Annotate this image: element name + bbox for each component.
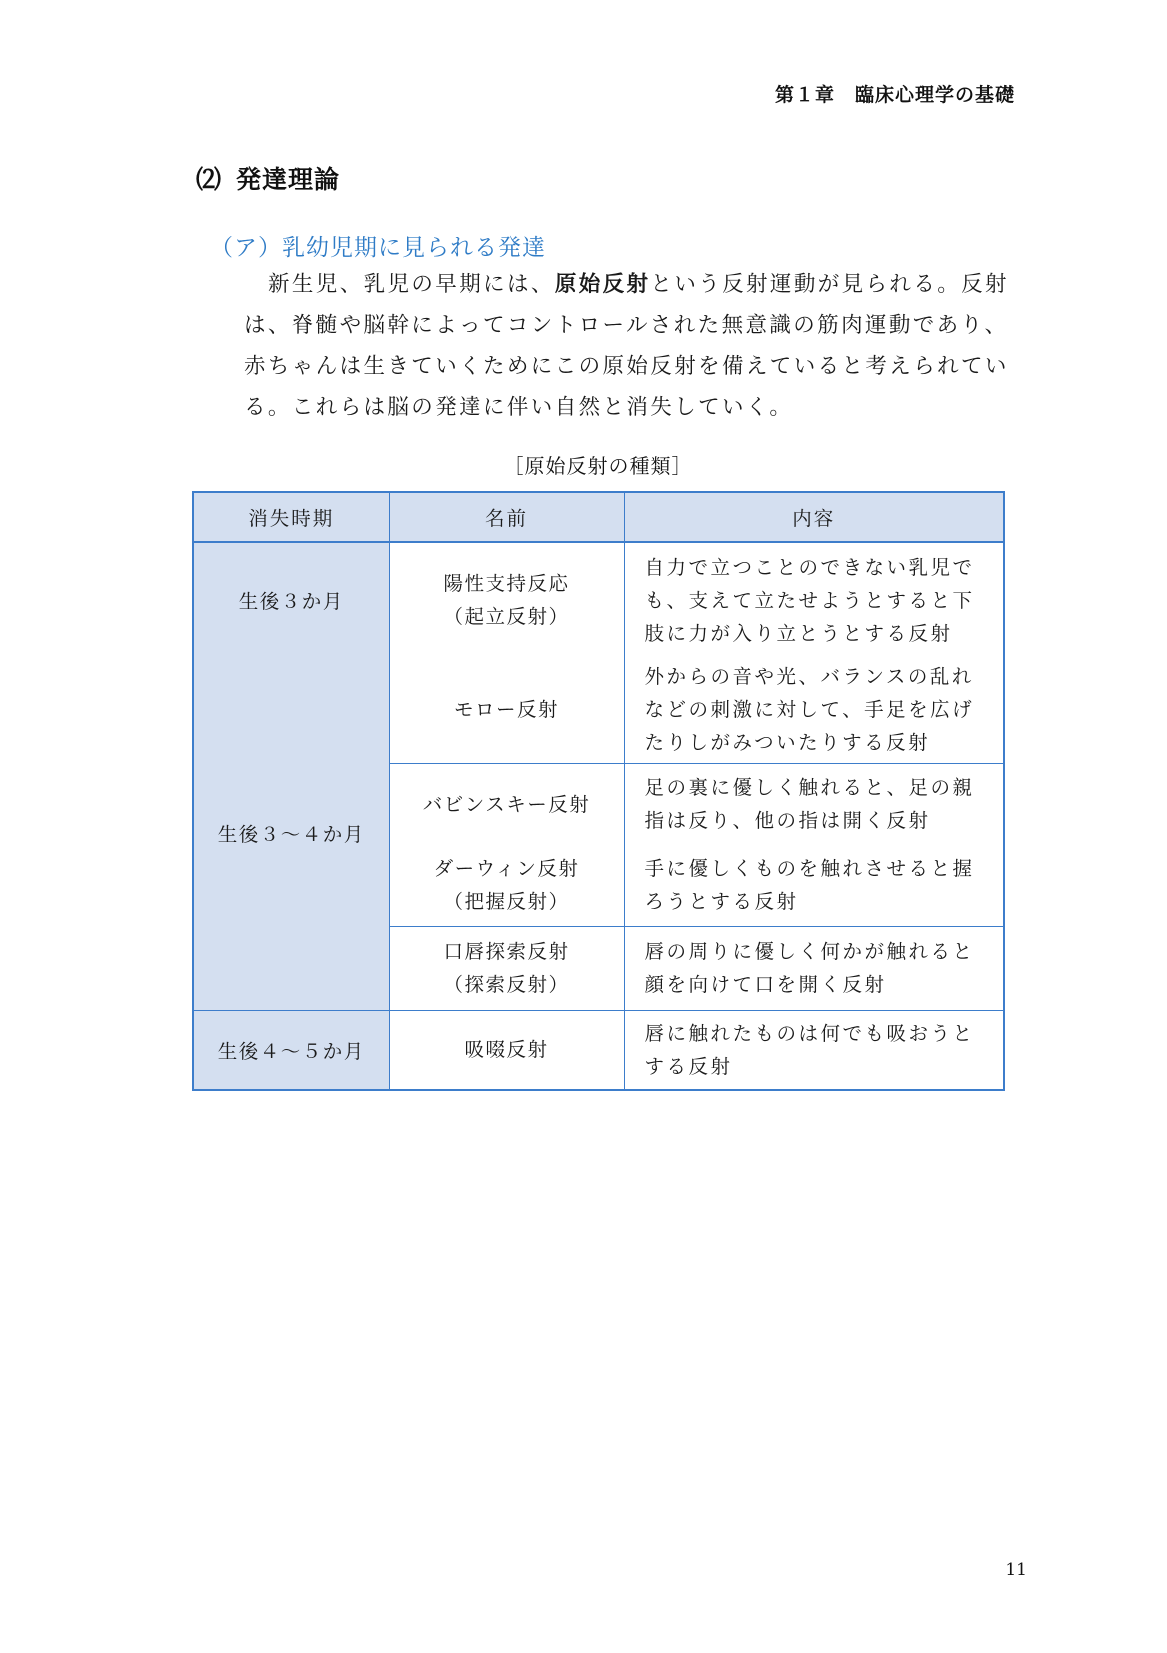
paragraph-bold-term: 原始反射 xyxy=(554,272,651,297)
reflex-name-line: （把握反射） xyxy=(443,890,570,914)
reflex-name-cell xyxy=(389,657,624,763)
reflex-description-cell xyxy=(624,542,1004,657)
header-name: 名前 xyxy=(389,492,624,542)
period-cell: 生後４～５か月 xyxy=(193,1010,389,1090)
period-cell: 生後３～４か月 xyxy=(193,657,389,1010)
description-line: 自力で立つことのできない乳児で xyxy=(644,555,975,579)
reflex-name-line: （起立反射） xyxy=(443,605,570,628)
section-heading xyxy=(196,160,340,196)
reflex-name-cell xyxy=(389,763,624,845)
header-content: 内容 xyxy=(624,492,1004,542)
table-caption: ［原始反射の種類］ xyxy=(503,454,693,478)
subsection-title: （ア）乳幼児期に見られる発達 xyxy=(210,235,546,261)
section-title: 発達理論 xyxy=(236,165,341,194)
page-number: 11 xyxy=(1005,1560,1027,1580)
header-period: 消失時期 xyxy=(193,492,389,542)
reflex-description-cell xyxy=(624,926,1004,1010)
description-line: も、支えて立たせようとすると下 xyxy=(644,588,975,612)
paragraph-text-end: という反射運動が見られる。反射は、脊髄や脳幹によってコントロールされた無意識の筋肉運動であり、赤ちゃんは生きていくためにこの原始反射を備えていると考えられている。これらは脳の発達に伴い自然と消失していく。 xyxy=(244,272,1009,420)
description-line: ろうとする反射 xyxy=(644,890,799,914)
table-header-row xyxy=(193,492,1004,542)
primitive-reflex-table xyxy=(192,491,1005,1091)
reflex-name-cell xyxy=(389,1010,624,1090)
reflex-name-cell xyxy=(389,926,624,1010)
reflex-name-line: 陽性支持反応 xyxy=(443,572,570,595)
table-row xyxy=(193,542,1004,657)
description-line: 唇の周りに優しく何かが触れると xyxy=(644,940,975,963)
description-line: などの刺激に対して、手足を広げ xyxy=(644,698,975,722)
reflex-name-line: 吸啜反射 xyxy=(464,1038,549,1062)
description-line: 足の裏に優しく触れると、足の親 xyxy=(644,776,975,800)
description-line: 肢に力が入り立とうとする反射 xyxy=(644,621,953,645)
description-line: 手に優しくものを触れさせると握 xyxy=(644,857,975,881)
section-number: ⑵ xyxy=(196,165,223,194)
table-row xyxy=(193,657,1004,763)
description-line: 指は反り、他の指は開く反射 xyxy=(644,809,931,833)
reflex-description-cell xyxy=(624,845,1004,926)
reflex-name-cell xyxy=(389,845,624,926)
description-line: 唇に触れたものは何でも吸おうと xyxy=(644,1021,975,1045)
reflex-description-cell xyxy=(624,763,1004,845)
paragraph-text-start: 新生児、乳児の早期には、 xyxy=(268,272,555,297)
reflex-description-cell xyxy=(624,657,1004,763)
reflex-name-line: モロー反射 xyxy=(453,698,559,722)
reflex-name-line: 口唇探索反射 xyxy=(443,940,570,963)
reflex-name-line: バビンスキー反射 xyxy=(422,792,591,816)
description-line: 顔を向けて口を開く反射 xyxy=(644,973,887,996)
description-line: たりしがみついたりする反射 xyxy=(644,731,931,755)
reflex-name-line: （探索反射） xyxy=(443,973,570,996)
period-cell: 生後３か月 xyxy=(193,542,389,657)
description-line: 外からの音や光、バランスの乱れ xyxy=(644,665,974,689)
description-line: する反射 xyxy=(644,1054,733,1078)
reflex-description-cell xyxy=(624,1010,1004,1090)
reflex-name-line: ダーウィン反射 xyxy=(433,857,580,881)
table-row xyxy=(193,1010,1004,1090)
body-paragraph xyxy=(244,264,1024,428)
reflex-name-cell xyxy=(389,542,624,657)
chapter-header: 第１章 臨床心理学の基礎 xyxy=(774,84,1015,106)
